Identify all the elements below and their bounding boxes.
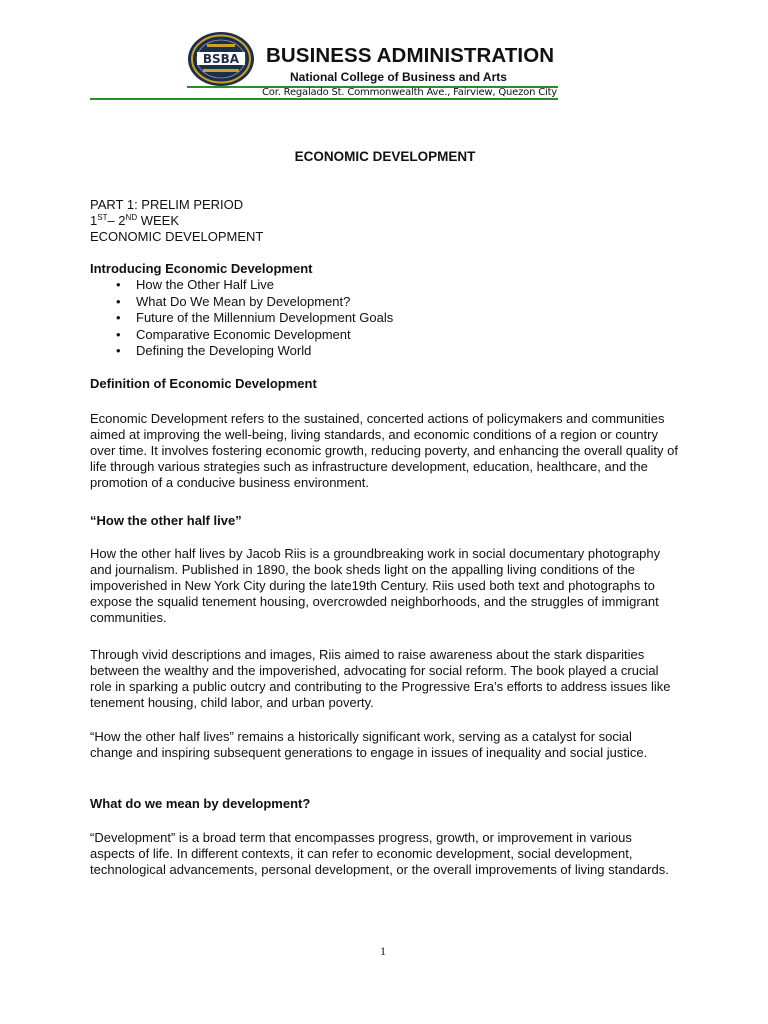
half-heading: “How the other half live” xyxy=(90,513,242,528)
college-logo xyxy=(187,31,255,87)
topic-label: ECONOMIC DEVELOPMENT xyxy=(90,229,264,244)
period-block xyxy=(90,197,678,245)
list-item: • How the Other Half Live xyxy=(90,277,678,294)
intro-list xyxy=(90,277,678,360)
intro-heading: Introducing Economic Development xyxy=(90,261,313,276)
header-rule-bottom xyxy=(90,98,558,100)
logo-text: BSBA xyxy=(202,52,240,66)
part-label: PART 1: PRELIM PERIOD xyxy=(90,197,244,212)
development-heading: What do we mean by development? xyxy=(90,796,311,811)
page-number: 1 xyxy=(380,944,386,958)
definition-heading: Definition of Economic Development xyxy=(90,376,317,391)
week-label: 1ST– 2ND WEEK xyxy=(90,213,180,228)
college-name: National College of Business and Arts xyxy=(290,70,507,84)
half-paragraph-1: How the other half lives by Jacob Riis is a groundbreaking work in social documentary photography and journalism. Published in 1890, the book sheds light on the appalling living conditions of the impoverished in New York City during the late19th Century. Riis used both text and photographs to expose the squalid tenement housing, overcrowded neighborhoods, and the struggles of immigrant communities. xyxy=(90,546,661,625)
document-title: ECONOMIC DEVELOPMENT xyxy=(294,149,476,164)
half-paragraph-3: “How the other half lives” remains a historically significant work, serving as a catalyst for social change and inspiring subsequent generations to engage in issues of inequality and social justice. xyxy=(90,729,648,760)
list-item: • What Do We Mean by Development? xyxy=(90,294,678,311)
definition-paragraph: Economic Development refers to the sustained, concerted actions of policymakers and communities aimed at improving the well-being, living standards, and economic conditions of a region or country over time. It involves fostering economic growth, reducing poverty, and enhancing the overall quality of life through various strategies such as infrastructure development, education, healthcare, and the promotion of a conducive business environment. xyxy=(90,411,678,490)
institution-title: BUSINESS ADMINISTRATION xyxy=(266,44,555,67)
list-item: • Comparative Economic Development xyxy=(90,327,678,344)
half-paragraph-2: Through vivid descriptions and images, Riis aimed to raise awareness about the stark disparities between the wealthy and the impoverished, advocating for social reform. The book played a crucial role in sparking a public outcry and contributing to the Progressive Era’s efforts to address issues like tenement housing, child labor, and urban poverty. xyxy=(90,647,671,710)
college-address: Cor. Regalado St. Commonwealth Ave., Fairview, Quezon City xyxy=(262,87,558,98)
list-item: • Future of the Millennium Development Goals xyxy=(90,310,678,327)
development-paragraph: “Development” is a broad term that encompasses progress, growth, or improvement in various aspects of life. In different contexts, it can refer to economic development, social development, technological advancements, personal development, or the overall improvements of living standards. xyxy=(90,830,669,877)
list-item: • Defining the Developing World xyxy=(90,343,678,360)
